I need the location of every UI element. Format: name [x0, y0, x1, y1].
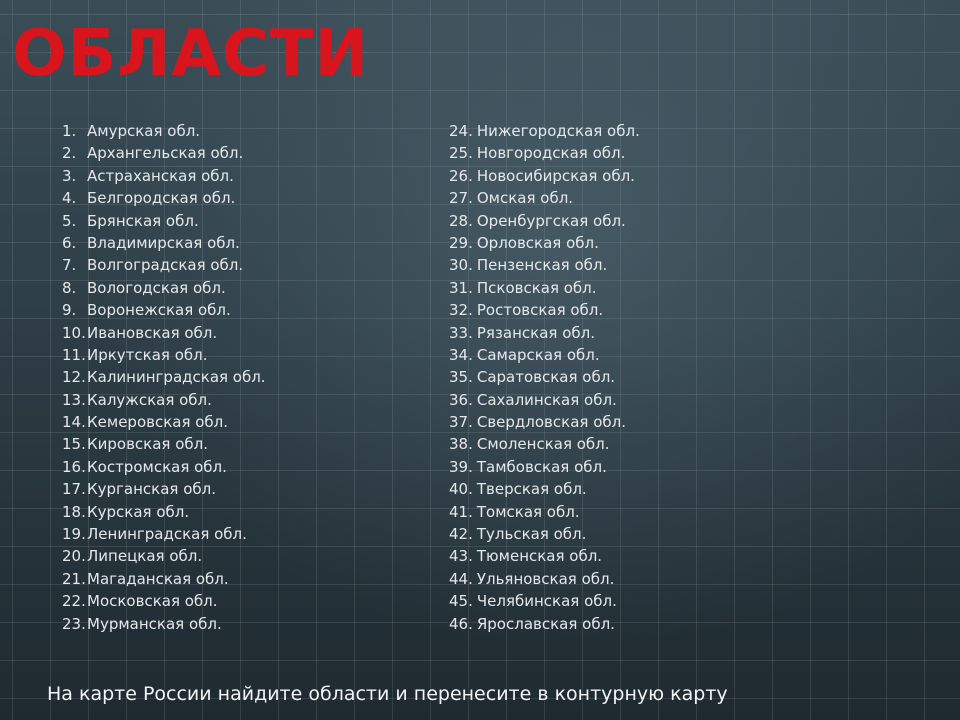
- region-name: Вологодская обл.: [87, 278, 226, 297]
- region-list-item: [62, 478, 422, 500]
- region-list-item: [62, 366, 422, 388]
- region-list-item: [449, 232, 869, 254]
- region-number: 1.: [62, 122, 77, 140]
- region-name: Орловская обл.: [476, 233, 599, 252]
- region-name: Рязанская обл.: [476, 323, 595, 342]
- region-number: 23.: [62, 614, 86, 633]
- region-number: 25.: [449, 144, 473, 163]
- regions-list-right: [449, 120, 869, 635]
- region-list-item: [449, 142, 869, 164]
- region-name: Липецкая обл.: [87, 547, 203, 566]
- region-list-item: [449, 120, 869, 142]
- region-name: Брянская обл.: [87, 211, 199, 230]
- region-number: 14.: [62, 413, 86, 432]
- region-name: Новгородская обл.: [476, 144, 626, 163]
- region-list-item: [449, 165, 869, 187]
- region-number: 17.: [62, 480, 86, 499]
- region-list-item: [62, 142, 422, 164]
- region-list-item: [449, 389, 869, 411]
- region-list-item: [62, 187, 422, 209]
- region-number: 33.: [449, 323, 473, 342]
- region-name: Калужская обл.: [87, 390, 212, 409]
- region-number: 2.: [62, 144, 77, 163]
- instruction-text: На карте России найдите области и перенесите в контурную карту: [47, 683, 728, 705]
- region-number: 18.: [62, 502, 86, 521]
- region-name: Амурская обл.: [87, 122, 201, 140]
- region-number: 27.: [449, 189, 473, 208]
- region-number: 5.: [62, 211, 77, 230]
- region-number: 16.: [62, 457, 86, 476]
- region-name: Смоленская обл.: [476, 435, 610, 454]
- region-name: Иркутская обл.: [87, 345, 208, 364]
- region-number: 13.: [62, 390, 86, 409]
- region-list-item: [449, 456, 869, 478]
- region-name: Ярославская обл.: [476, 614, 615, 633]
- region-name: Ростовская обл.: [476, 301, 604, 320]
- region-number: 3.: [62, 166, 77, 185]
- region-number: 36.: [449, 390, 473, 409]
- region-name: Оренбургская обл.: [476, 211, 626, 230]
- region-number: 28.: [449, 211, 473, 230]
- region-number: 37.: [449, 413, 473, 432]
- slide-title: ОБЛАСТИ: [12, 17, 370, 91]
- region-name: Омская обл.: [476, 189, 574, 208]
- region-list-item: [449, 210, 869, 232]
- region-number: 15.: [62, 435, 86, 454]
- region-name: Костромская обл.: [87, 457, 227, 476]
- region-number: 26.: [449, 166, 473, 185]
- region-name: Тюменская обл.: [476, 547, 603, 566]
- region-name: Кемеровская обл.: [87, 413, 229, 432]
- region-number: 12.: [62, 368, 86, 387]
- region-list-item: [62, 389, 422, 411]
- region-list-item: [449, 613, 869, 635]
- region-list-item: [449, 545, 869, 567]
- region-list-item: [62, 277, 422, 299]
- region-number: 8.: [62, 278, 77, 297]
- regions-list-left: [62, 120, 422, 635]
- region-number: 31.: [449, 278, 473, 297]
- region-name: Пензенская обл.: [476, 256, 608, 275]
- region-list-item: [62, 613, 422, 635]
- region-number: 9.: [62, 301, 77, 320]
- region-name: Саратовская обл.: [476, 368, 616, 387]
- region-number: 46.: [449, 614, 473, 633]
- region-name: Ленинградская обл.: [87, 525, 247, 544]
- region-list-item: [449, 366, 869, 388]
- region-list-item: [449, 344, 869, 366]
- region-name: Томская обл.: [476, 502, 580, 521]
- region-number: 24.: [449, 122, 473, 140]
- region-number: 32.: [449, 301, 473, 320]
- region-number: 40.: [449, 480, 473, 499]
- region-number: 22.: [62, 592, 86, 611]
- region-list-item: [449, 411, 869, 433]
- region-name: Мурманская обл.: [87, 614, 222, 633]
- region-name: Самарская обл.: [476, 345, 600, 364]
- region-number: 44.: [449, 569, 473, 588]
- region-name: Курская обл.: [87, 502, 190, 521]
- region-list-item: [62, 322, 422, 344]
- region-list-item: [449, 277, 869, 299]
- region-name: Тверская обл.: [476, 480, 587, 499]
- region-list-item: [449, 187, 869, 209]
- region-list-item: [62, 433, 422, 455]
- region-list-item: [62, 120, 422, 142]
- region-number: 6.: [62, 233, 77, 252]
- region-name: Владимирская обл.: [87, 233, 240, 252]
- region-list-item: [62, 232, 422, 254]
- region-list-item: [449, 523, 869, 545]
- region-list-item: [62, 344, 422, 366]
- region-list-item: [62, 411, 422, 433]
- region-name: Воронежская обл.: [87, 301, 231, 320]
- region-name: Московская обл.: [87, 592, 218, 611]
- region-number: 10.: [62, 323, 86, 342]
- region-list-item: [62, 523, 422, 545]
- region-number: 38.: [449, 435, 473, 454]
- region-number: 20.: [62, 547, 86, 566]
- region-name: Магаданская обл.: [87, 569, 229, 588]
- region-name: Архангельская обл.: [87, 144, 244, 163]
- region-list-item: [62, 545, 422, 567]
- region-list-item: [449, 254, 869, 276]
- region-number: 29.: [449, 233, 473, 252]
- region-number: 30.: [449, 256, 473, 275]
- region-number: 21.: [62, 569, 86, 588]
- region-number: 7.: [62, 256, 77, 275]
- region-number: 43.: [449, 547, 473, 566]
- region-number: 39.: [449, 457, 473, 476]
- region-number: 19.: [62, 525, 86, 544]
- region-name: Новосибирская обл.: [476, 166, 635, 185]
- region-number: 42.: [449, 525, 473, 544]
- region-list-item: [62, 254, 422, 276]
- region-number: 35.: [449, 368, 473, 387]
- region-name: Сахалинская обл.: [476, 390, 617, 409]
- region-name: Псковская обл.: [476, 278, 597, 297]
- region-list-item: [449, 590, 869, 612]
- region-list-item: [62, 165, 422, 187]
- region-list-item: [449, 322, 869, 344]
- region-name: Тамбовская обл.: [476, 457, 607, 476]
- region-name: Тульская обл.: [476, 525, 587, 544]
- region-list-item: [449, 568, 869, 590]
- region-number: 4.: [62, 189, 77, 208]
- region-name: Курганская обл.: [87, 480, 217, 499]
- region-name: Кировская обл.: [87, 435, 209, 454]
- region-list-item: [62, 590, 422, 612]
- region-list-item: [62, 568, 422, 590]
- region-name: Калининградская обл.: [87, 368, 266, 387]
- region-name: Нижегородская обл.: [476, 122, 640, 140]
- region-list-item: [62, 299, 422, 321]
- region-number: 45.: [449, 592, 473, 611]
- region-list-item: [449, 299, 869, 321]
- region-list-item: [62, 456, 422, 478]
- region-name: Челябинская обл.: [476, 592, 617, 611]
- region-list-item: [449, 501, 869, 523]
- region-name: Астраханская обл.: [87, 166, 234, 185]
- region-name: Белгородская обл.: [87, 189, 236, 208]
- region-name: Свердловская обл.: [476, 413, 626, 432]
- region-number: 11.: [62, 345, 86, 364]
- region-list-item: [62, 210, 422, 232]
- region-number: 34.: [449, 345, 473, 364]
- region-name: Волгоградская обл.: [87, 256, 244, 275]
- region-list-item: [449, 433, 869, 455]
- region-name: Ивановская обл.: [87, 323, 218, 342]
- region-list-item: [449, 478, 869, 500]
- region-number: 41.: [449, 502, 473, 521]
- region-list-item: [62, 501, 422, 523]
- region-name: Ульяновская обл.: [476, 569, 615, 588]
